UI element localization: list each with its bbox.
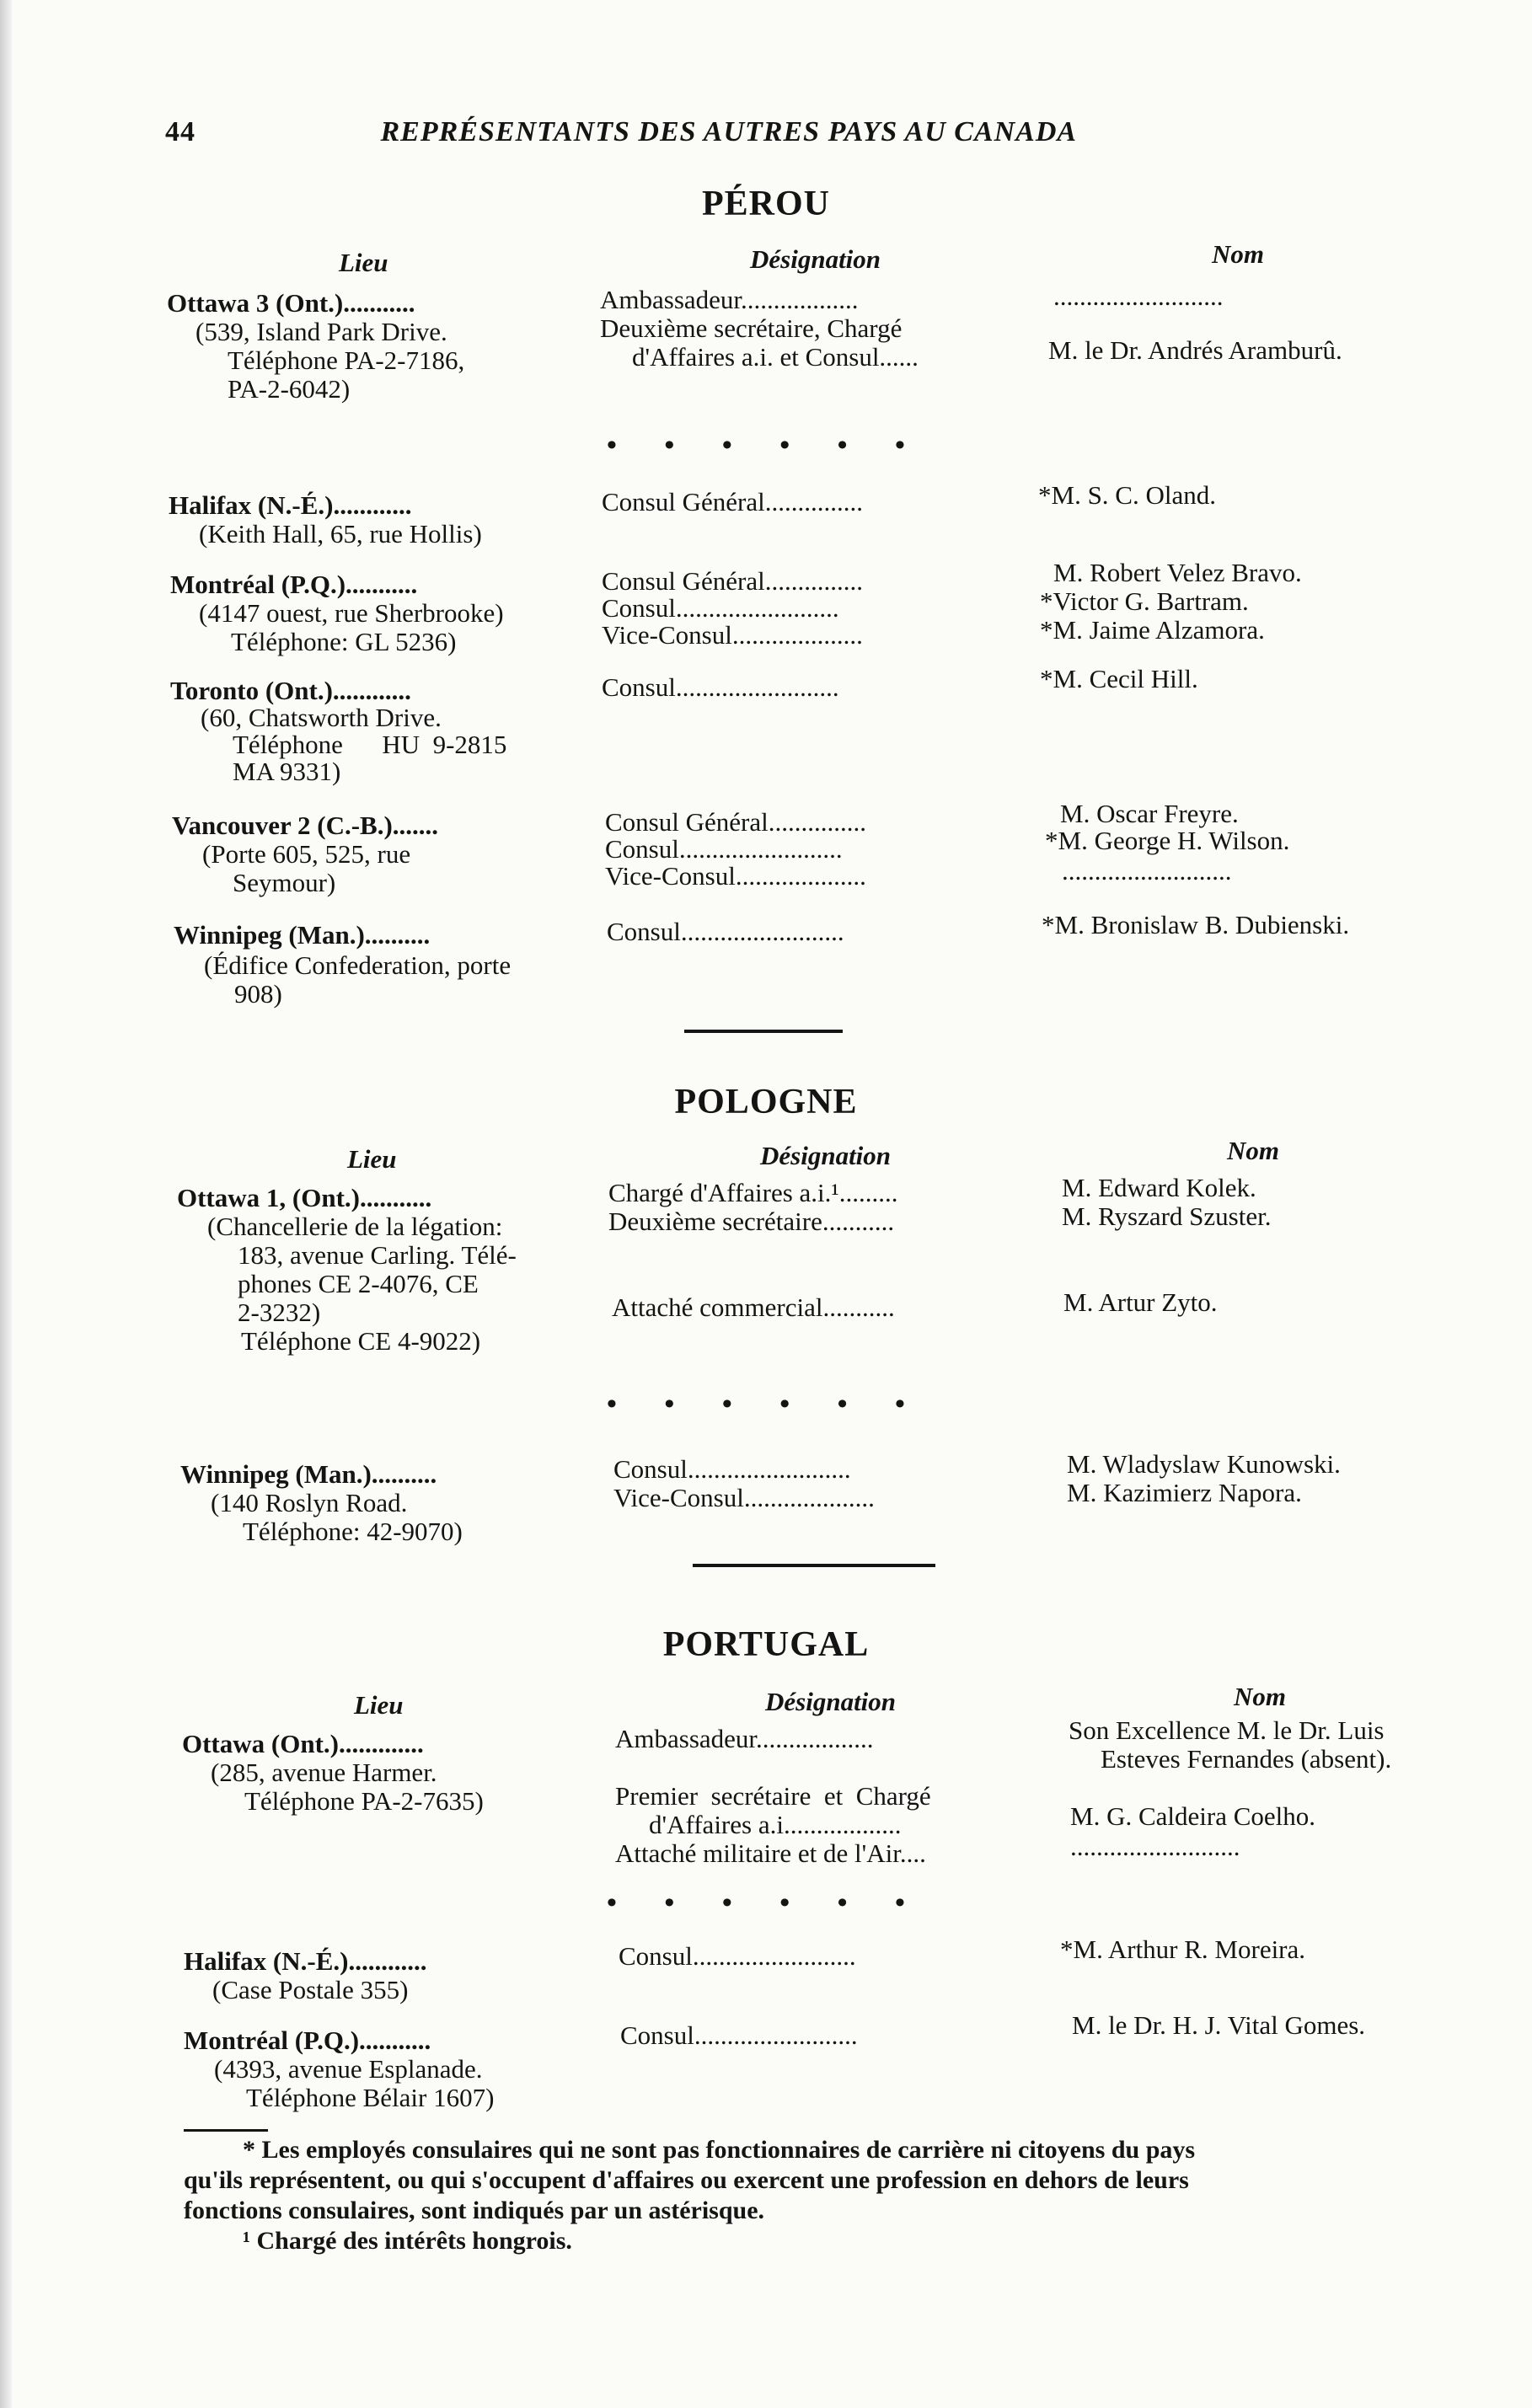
name: .......................... xyxy=(1053,281,1224,311)
designation: Consul......................... xyxy=(613,1454,851,1484)
designation: Consul Général............... xyxy=(602,487,863,516)
name: M. G. Caldeira Coelho. xyxy=(1070,1801,1316,1831)
designation: Consul......................... xyxy=(605,834,843,864)
name: Son Excellence M. le Dr. Luis xyxy=(1069,1715,1385,1745)
address-line: Téléphone CE 4-9022) xyxy=(241,1326,481,1356)
name: .......................... xyxy=(1070,1832,1240,1861)
designation: Consul......................... xyxy=(602,672,839,702)
name: *M. Bronislaw B. Dubienski. xyxy=(1042,910,1350,939)
address-line: (Case Postale 355) xyxy=(212,1975,409,2004)
name: *M. Arthur R. Moreira. xyxy=(1060,1934,1306,1964)
name: .......................... xyxy=(1062,856,1232,886)
name: M. Oscar Freyre. xyxy=(1060,799,1239,828)
designation: Vice-Consul.................... xyxy=(605,861,866,891)
address-line: Téléphone Bélair 1607) xyxy=(246,2083,495,2112)
place-montreal: Montréal (P.Q.)........... xyxy=(170,570,418,599)
running-header xyxy=(165,116,1395,148)
column-header-designation: Désignation xyxy=(750,244,881,274)
name: *M. George H. Wilson. xyxy=(1045,826,1290,855)
place-winnipeg: Winnipeg (Man.).......... xyxy=(174,920,431,950)
designation: Consul......................... xyxy=(619,1941,856,1971)
name: M. Artur Zyto. xyxy=(1063,1287,1218,1317)
designation: Vice-Consul.................... xyxy=(613,1483,875,1512)
column-header-nom: Nom xyxy=(1234,1682,1286,1711)
address-line: (140 Roslyn Road. xyxy=(211,1488,408,1517)
footnote-asterisk-line2: qu'ils représentent, ou qui s'occupent d'affaires ou exercent une profession en dehors de leurs xyxy=(184,2166,1189,2194)
address-line: (Porte 605, 525, rue xyxy=(202,839,411,869)
page-number: 44 xyxy=(165,116,196,147)
running-title: REPRÉSENTANTS DES AUTRES PAYS AU CANADA xyxy=(380,116,1078,147)
name: M. Kazimierz Napora. xyxy=(1067,1478,1302,1507)
place-ottawa: Ottawa 1, (Ont.)........... xyxy=(177,1183,432,1212)
column-header-nom: Nom xyxy=(1212,239,1264,269)
designation: Consul Général............... xyxy=(605,807,866,837)
country-heading-portugal: PORTUGAL xyxy=(662,1625,870,1664)
address-line: PA-2-6042) xyxy=(228,374,351,404)
name: Esteves Fernandes (absent). xyxy=(1101,1744,1392,1774)
designation: Chargé d'Affaires a.i.¹......... xyxy=(608,1178,898,1207)
designation: Consul......................... xyxy=(620,2020,858,2050)
address-line: 908) xyxy=(234,979,282,1009)
name: M. Wladyslaw Kunowski. xyxy=(1067,1449,1341,1479)
designation: Consul Général............... xyxy=(602,566,863,596)
address-line: (Chancellerie de la légation: xyxy=(207,1212,503,1241)
column-header-nom: Nom xyxy=(1227,1136,1279,1165)
place-winnipeg: Winnipeg (Man.).......... xyxy=(180,1459,437,1489)
address-line: (4393, avenue Esplanade. xyxy=(214,2054,483,2084)
designation: Premier secrétaire et Chargé xyxy=(615,1781,931,1811)
column-header-designation: Désignation xyxy=(765,1687,897,1716)
footnote-asterisk-line3: fonctions consulaires, sont indiqués par un astérisque. xyxy=(184,2197,765,2224)
name: M. Edward Kolek. xyxy=(1062,1173,1256,1202)
designation: d'Affaires a.i. et Consul...... xyxy=(632,342,919,372)
address-line: (Keith Hall, 65, rue Hollis) xyxy=(199,519,482,548)
address-line: (285, avenue Harmer. xyxy=(211,1758,437,1787)
name: M. Ryszard Szuster. xyxy=(1062,1201,1272,1231)
name: *M. Jaime Alzamora. xyxy=(1040,615,1265,645)
designation: Attaché commercial........... xyxy=(612,1292,895,1322)
designation: Vice-Consul.................... xyxy=(602,620,863,650)
address-line: Téléphone PA-2-7635) xyxy=(244,1786,484,1816)
designation: Deuxième secrétaire........... xyxy=(608,1207,895,1236)
designation: Consul......................... xyxy=(607,917,844,946)
place-ottawa: Ottawa 3 (Ont.)........... xyxy=(167,288,415,318)
footnote-asterisk-line1: * Les employés consulaires qui ne sont pas fonctionnaires de carrière ni citoyens du pays xyxy=(243,2136,1196,2164)
address-line: Téléphone: 42-9070) xyxy=(243,1517,463,1546)
address-line: 2-3232) xyxy=(238,1298,321,1327)
address-line: Téléphone PA-2-7186, xyxy=(228,345,465,375)
designation: d'Affaires a.i.................. xyxy=(649,1810,902,1839)
place-ottawa: Ottawa (Ont.)............. xyxy=(182,1729,424,1758)
name: *M. Cecil Hill. xyxy=(1040,664,1198,693)
country-heading-pologne: POLOGNE xyxy=(674,1083,858,1121)
column-header-lieu: Lieu xyxy=(354,1690,404,1720)
scan-edge xyxy=(0,0,12,2408)
name: M. le Dr. Andrés Aramburû. xyxy=(1048,335,1342,365)
column-header-designation: Désignation xyxy=(760,1141,892,1170)
address-line: 183, avenue Carling. Télé- xyxy=(238,1240,517,1270)
separator-dots: • • • • • • xyxy=(607,430,925,461)
name: M. le Dr. H. J. Vital Gomes. xyxy=(1072,2010,1366,2040)
footnote-1: ¹ Chargé des intérêts hongrois. xyxy=(243,2227,572,2255)
address-line: Seymour) xyxy=(233,868,336,897)
name: M. Robert Velez Bravo. xyxy=(1053,558,1302,587)
separator-dots: • • • • • • xyxy=(607,1887,925,1918)
address-line: phones CE 2-4076, CE xyxy=(238,1269,479,1298)
address-line: (4147 ouest, rue Sherbrooke) xyxy=(199,598,504,628)
place-toronto: Toronto (Ont.)............ xyxy=(170,676,411,705)
section-rule xyxy=(693,1564,935,1567)
name: *Victor G. Bartram. xyxy=(1040,586,1249,616)
section-rule xyxy=(684,1030,843,1033)
column-header-lieu: Lieu xyxy=(339,248,388,277)
address-line: Téléphone HU 9-2815 xyxy=(233,730,507,759)
address-line: (Édifice Confederation, porte xyxy=(204,950,512,980)
designation: Deuxième secrétaire, Chargé xyxy=(600,313,903,343)
place-halifax: Halifax (N.-É.)............ xyxy=(184,1946,427,1976)
designation: Consul......................... xyxy=(602,593,839,623)
footnote-rule xyxy=(184,2129,268,2132)
address-line: MA 9331) xyxy=(233,757,341,786)
place-halifax: Halifax (N.-É.)............ xyxy=(169,490,412,520)
name: *M. S. C. Oland. xyxy=(1038,480,1216,510)
address-line: Téléphone: GL 5236) xyxy=(231,627,457,656)
place-montreal: Montréal (P.Q.)........... xyxy=(184,2025,431,2055)
address-line: (60, Chatsworth Drive. xyxy=(201,703,442,732)
place-vancouver: Vancouver 2 (C.-B.)....... xyxy=(172,811,439,840)
country-heading-perou: PÉROU xyxy=(702,185,830,223)
designation: Ambassadeur.................. xyxy=(600,285,859,314)
separator-dots: • • • • • • xyxy=(607,1389,925,1420)
designation: Attaché militaire et de l'Air.... xyxy=(615,1838,926,1868)
address-line: (539, Island Park Drive. xyxy=(196,317,447,346)
designation: Ambassadeur.................. xyxy=(615,1724,874,1753)
column-header-lieu: Lieu xyxy=(347,1144,397,1174)
